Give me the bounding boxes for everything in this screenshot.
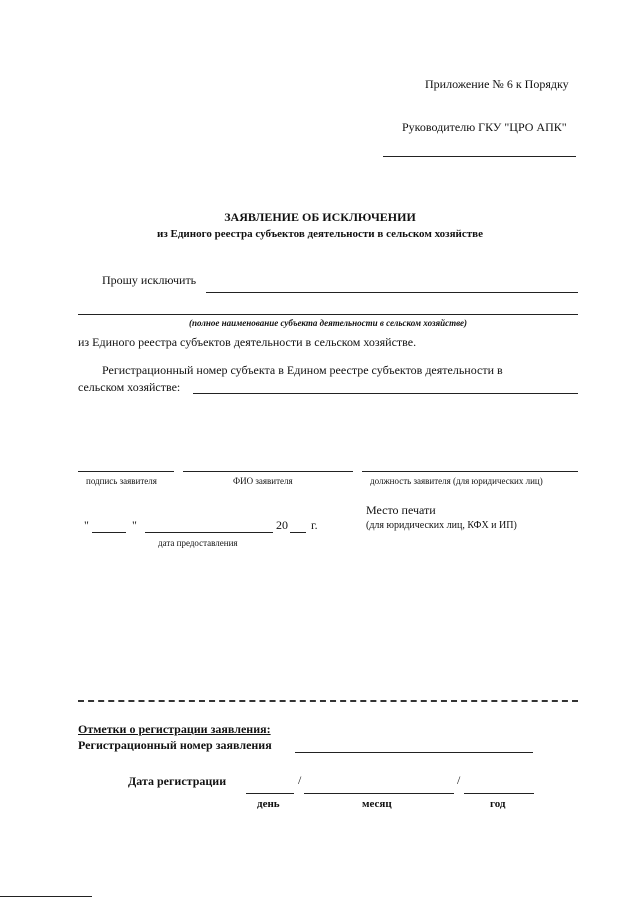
position-caption: должность заявителя (для юридических лиц): [370, 476, 543, 486]
date-slash-2: /: [457, 773, 461, 787]
request-label: Прошу исключить: [102, 273, 197, 287]
stamp-note: (для юридических лиц, КФХ и ИП): [366, 520, 517, 531]
registration-number-line[interactable]: [295, 752, 533, 753]
from-registry-text: из Единого реестра субъектов деятельности в сельском хозяйстве.: [78, 335, 417, 349]
date-year-suffix: г.: [311, 518, 318, 532]
month-caption: месяц: [362, 798, 392, 810]
registration-heading: Отметки о регистрации заявления:: [78, 722, 271, 736]
position-line[interactable]: [362, 471, 578, 472]
signature-line[interactable]: [78, 471, 174, 472]
subject-name-caption: (полное наименование субъекта деятельности в сельском хозяйстве): [189, 318, 467, 328]
dashed-separator: [78, 700, 578, 702]
date-year-prefix: 20: [276, 518, 288, 532]
reg-number-text-2: сельском хозяйстве:: [78, 380, 181, 394]
registration-number-label: Регистрационный номер заявления: [78, 738, 272, 752]
year-caption: год: [490, 798, 506, 810]
subject-name-line-1[interactable]: [206, 292, 578, 293]
date-quote-open: ": [84, 518, 89, 532]
subject-name-line-2[interactable]: [78, 314, 578, 315]
registration-day-line[interactable]: [246, 793, 294, 794]
document-title: ЗАЯВЛЕНИЕ ОБ ИСКЛЮЧЕНИИ: [224, 210, 416, 224]
date-slash-1: /: [298, 773, 302, 787]
stamp-label: Место печати: [366, 503, 436, 517]
appendix-note: Приложение № 6 к Порядку: [425, 77, 569, 91]
registration-date-label: Дата регистрации: [128, 774, 227, 788]
document-subtitle: из Единого реестра субъектов деятельности в сельском хозяйстве: [157, 228, 483, 240]
date-year-line[interactable]: [290, 532, 306, 533]
day-caption: день: [257, 798, 280, 810]
reg-number-text-1: Регистрационный номер субъекта в Едином реестре субъектов деятельности в: [102, 363, 503, 377]
fio-line[interactable]: [183, 471, 353, 472]
fio-caption: ФИО заявителя: [233, 476, 293, 486]
subject-reg-number-line[interactable]: [193, 393, 578, 394]
date-caption: дата предоставления: [158, 538, 238, 548]
date-day-line[interactable]: [92, 532, 126, 533]
addressee: Руководителю ГКУ "ЦРО АПК": [402, 120, 567, 134]
registration-year-line[interactable]: [464, 793, 534, 794]
footnote-rule: [0, 896, 92, 897]
registration-month-line[interactable]: [304, 793, 454, 794]
addressee-name-line[interactable]: [383, 156, 576, 157]
signature-caption: подпись заявителя: [86, 476, 157, 486]
date-quote-close: ": [132, 518, 137, 532]
date-month-line[interactable]: [145, 532, 273, 533]
